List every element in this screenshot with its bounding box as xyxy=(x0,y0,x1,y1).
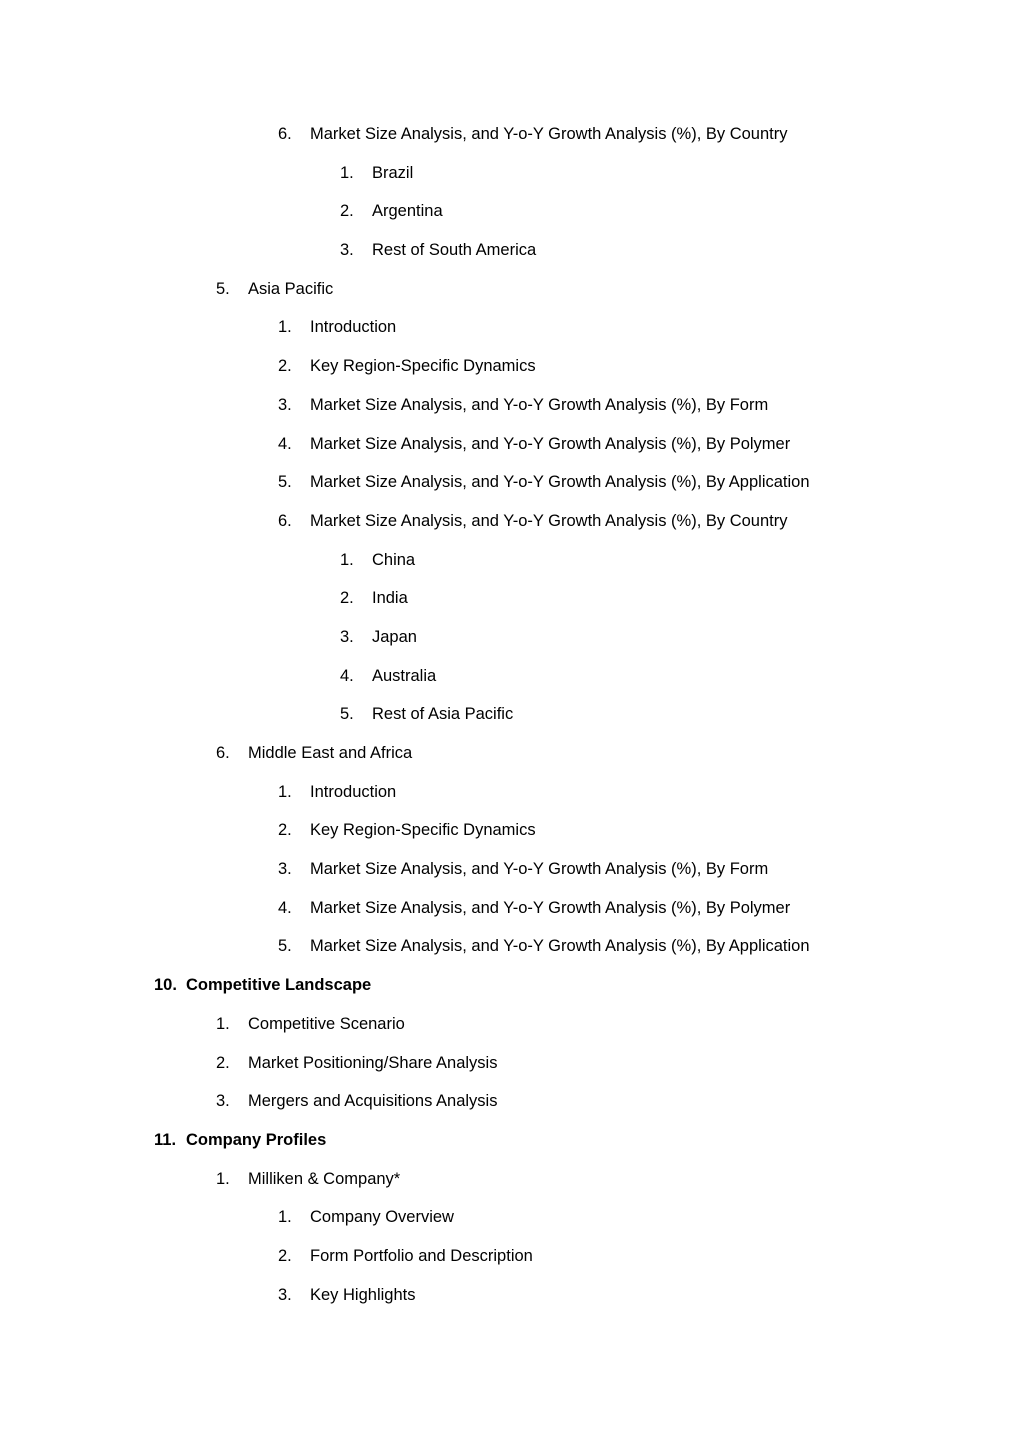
toc-entry xyxy=(0,657,1023,696)
toc-entry xyxy=(0,192,1023,231)
toc-entry-number: 6. xyxy=(278,125,292,143)
toc-entry-number: 10. xyxy=(154,976,177,995)
toc-entry-label: Argentina xyxy=(372,202,443,221)
toc-entry xyxy=(0,154,1023,193)
toc-entry-number: 4. xyxy=(278,434,292,453)
toc-entry-label: Introduction xyxy=(310,782,397,801)
toc-entry xyxy=(0,347,1023,386)
toc-entry xyxy=(0,618,1023,657)
toc-entry-number: 2. xyxy=(216,1053,230,1072)
toc-entry-label: Market Positioning/Share Analysis xyxy=(248,1053,498,1072)
toc-entry-number: 5. xyxy=(340,705,354,724)
toc-entry-label: Middle East and Africa xyxy=(248,744,413,762)
toc-entry-label: Company Profiles xyxy=(186,1130,327,1149)
toc-entry-label: Mergers and Acquisitions Analysis xyxy=(248,1092,498,1111)
toc-entry-label: Competitive Scenario xyxy=(248,1014,405,1033)
toc-entry xyxy=(0,1276,1023,1315)
toc-entry-label: Market Size Analysis, and Y-o-Y Growth Analysis (%), By Country xyxy=(310,125,788,143)
toc-entry-label: Market Size Analysis, and Y-o-Y Growth Analysis (%), By Polymer xyxy=(310,434,791,453)
toc-entry xyxy=(0,308,1023,347)
toc-entry-number: 4. xyxy=(340,666,354,685)
toc-entry-label: India xyxy=(372,589,408,608)
toc-entry-number: 2. xyxy=(340,589,354,608)
toc-entry xyxy=(0,463,1023,502)
toc-entry-number: 2. xyxy=(340,202,354,221)
toc-entry xyxy=(0,1198,1023,1237)
toc-entry xyxy=(0,386,1023,425)
toc-entry xyxy=(0,541,1023,580)
toc-entry xyxy=(0,966,1023,1005)
toc-entry-number: 1. xyxy=(278,318,292,337)
toc-entry-label: Milliken & Company* xyxy=(248,1169,401,1188)
toc-entry-number: 1. xyxy=(216,1014,230,1033)
toc-entry-label: Brazil xyxy=(372,163,414,182)
toc-entry-label: Japan xyxy=(372,627,417,646)
toc-entry-number: 5. xyxy=(216,279,230,298)
toc-entry-number: 3. xyxy=(340,627,354,646)
toc-entry-label: Asia Pacific xyxy=(248,279,334,298)
toc-entry-number: 1. xyxy=(340,163,354,182)
toc-entry-label: Introduction xyxy=(310,318,397,337)
toc-entry-label: Key Highlights xyxy=(310,1285,416,1304)
toc-entry xyxy=(0,811,1023,850)
toc-entry xyxy=(0,270,1023,309)
toc-entry xyxy=(0,502,1023,541)
toc-entry xyxy=(0,889,1023,928)
toc-entry-label: Key Region-Specific Dynamics xyxy=(310,357,536,376)
toc-entry-label: Market Size Analysis, and Y-o-Y Growth Analysis (%), By Form xyxy=(310,395,769,414)
toc-entry xyxy=(0,850,1023,889)
toc-entry-number: 2. xyxy=(278,1246,292,1265)
toc-entry-label: Key Region-Specific Dynamics xyxy=(310,821,536,840)
toc-entry xyxy=(0,231,1023,270)
toc-entry xyxy=(0,1082,1023,1121)
toc-entry-label: Competitive Landscape xyxy=(186,976,372,995)
toc-entry xyxy=(0,1160,1023,1199)
toc-entry xyxy=(0,1237,1023,1276)
toc-entry xyxy=(0,115,1023,154)
toc-entry xyxy=(0,1044,1023,1083)
toc-entry xyxy=(0,927,1023,966)
toc-entry-label: Market Size Analysis, and Y-o-Y Growth Analysis (%), By Country xyxy=(310,511,788,530)
toc-entry-label: Market Size Analysis, and Y-o-Y Growth Analysis (%), By Application xyxy=(310,937,810,956)
toc-entry xyxy=(0,425,1023,464)
toc-entry-number: 6. xyxy=(216,744,230,762)
toc-entry-number: 2. xyxy=(278,821,292,840)
toc-entry-number: 1. xyxy=(278,1208,292,1227)
toc-entry xyxy=(0,1005,1023,1044)
toc-entry-label: Market Size Analysis, and Y-o-Y Growth Analysis (%), By Polymer xyxy=(310,898,791,917)
toc-entry-number: 1. xyxy=(278,782,292,801)
toc-entry-number: 3. xyxy=(278,395,292,414)
toc-entry-label: Form Portfolio and Description xyxy=(310,1246,533,1265)
toc-entry-number: 5. xyxy=(278,937,292,956)
toc-entry-number: 3. xyxy=(216,1092,230,1111)
toc-entry-label: Rest of Asia Pacific xyxy=(372,705,514,724)
toc-entry-number: 1. xyxy=(216,1169,230,1188)
table-of-contents xyxy=(0,115,1023,1314)
toc-entry-label: China xyxy=(372,550,416,569)
toc-entry-number: 11. xyxy=(154,1130,177,1149)
toc-entry xyxy=(0,695,1023,734)
toc-entry-label: Market Size Analysis, and Y-o-Y Growth Analysis (%), By Form xyxy=(310,860,769,879)
toc-entry-label: Rest of South America xyxy=(372,241,537,260)
toc-entry-number: 4. xyxy=(278,898,292,917)
toc-entry-number: 2. xyxy=(278,357,292,376)
toc-entry xyxy=(0,579,1023,618)
toc-entry-label: Australia xyxy=(372,666,437,685)
toc-entry-number: 1. xyxy=(340,550,354,569)
toc-entry-label: Company Overview xyxy=(310,1208,454,1227)
toc-entry-number: 3. xyxy=(278,1285,292,1304)
toc-entry xyxy=(0,773,1023,812)
toc-entry xyxy=(0,734,1023,773)
toc-entry-number: 6. xyxy=(278,511,292,530)
toc-entry-number: 3. xyxy=(340,241,354,260)
toc-entry-number: 3. xyxy=(278,860,292,879)
toc-entry-label: Market Size Analysis, and Y-o-Y Growth Analysis (%), By Application xyxy=(310,473,810,492)
toc-entry xyxy=(0,1121,1023,1160)
toc-entry-number: 5. xyxy=(278,473,292,492)
